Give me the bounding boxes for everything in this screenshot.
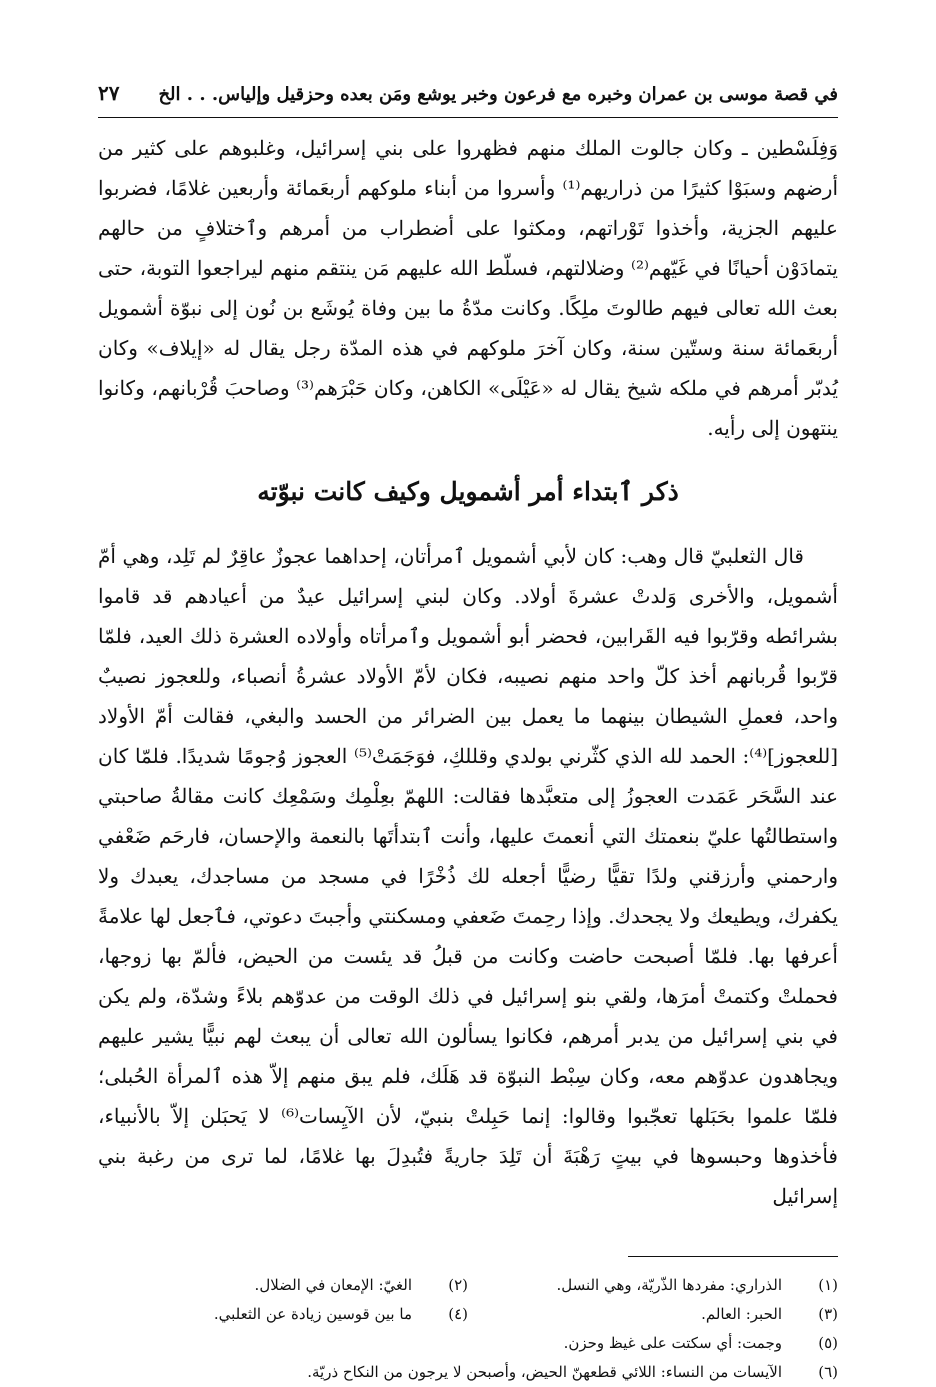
footnote-separator — [628, 1256, 838, 1257]
footnote-number: (٤) — [448, 1305, 468, 1323]
footnote-text: الذراري: مفردها الذّريّة، وهي النسل. — [556, 1276, 782, 1294]
footnote-row — [98, 1358, 838, 1387]
footnotes — [98, 1271, 838, 1387]
footnote-number: (٢) — [448, 1276, 468, 1294]
footnote-3 — [468, 1300, 838, 1329]
footnote-number: (١) — [818, 1276, 838, 1294]
footnote-row — [98, 1271, 838, 1300]
footnote-text: وجمت: أي سكتت على غيظ وحزن. — [563, 1334, 782, 1352]
footnote-number: (٣) — [818, 1305, 838, 1323]
footnote-text: الحبر: العالم. — [701, 1305, 782, 1323]
book-page — [98, 80, 838, 1387]
footnote-row — [98, 1329, 838, 1358]
footnote-number: (٥) — [818, 1334, 838, 1352]
footnote-separator-holder — [98, 1216, 838, 1271]
footnote-row — [98, 1300, 838, 1329]
footnote-number: (٦) — [818, 1363, 838, 1381]
body-paragraph-2: قال الثعلبيّ قال وهب: كان لأبي أشمويل ٱمرأتان، إحداهما عجوزٌ عاقِرٌ لم تَلِد، وهي أمّ أشمويل، والأخرى وَلدتْ عشرةَ أولاد. وكان لبني إسرائيل عيدٌ من أعيادهم قد قاموا بشرائطه وقرّبوا فيه القَرابين، فحضر أبو أشمويل وٱمرأتاه وأولاده العشرة ذلك العيد، فلمّا قرّبوا قُربانهم أخذ كلّ واحد منهم نصيبه، فكان لأمّ الأولاد عشرةُ أنصباء، وللعجوز نصيبٌ واحد، فعملِ الشيطان بينهما ما يعمل بين الضرائر من الحسد والبغي، فقالت أمّ الأولاد [للعجوز]⁽⁴⁾: الحمد لله الذي كثّرني بولدي وقللكِ، فوَجَمَتْ⁽⁵⁾ العجوز وُجومًا شديدًا. فلمّا كان عند السَّحَر عَمَدت العجوزُ إلى متعبَّدها فقالت: اللهمّ بعِلْمِك وسَمْعِك كانت مقالةُ صاحبتي واستطالتُها عليّ بنعمتك التي أنعمتَ عليها، وأنت ٱبتدأتَها بالنعمة والإحسان، فارحَم ضَعْفي وارحمني وأرزقني ولدًا تقيًّا رضيًّا أجعله لك ذُخْرًا في مسجد من مساجدك، يعبدك ولا يكفرك، ويطيعك ولا يجحدك. وإذا رحِمتَ ضَعفي ومسكنتي وأجبتَ دعوتي، فٱجعل لها علامةً أعرفها بها. فلمّا أصبحت حاضت وكانت من قبلُ قد يئست من الحيض، فألمّ بها زوجها، فحملتْ وكتمتْ أمرَها، ولقي بنو إسرائيل في ذلك الوقت من عدوّهم بلاءً وشدّة، ولم يكن في بني إسرائيل من يدبر أمرهم، فكانوا يسألون الله تعالى أن يبعث لهم نبيًّا يشير عليهم ويجاهدون عدوّهم معه، وكان سِبْط النبوّة قد هَلَك، فلم يبق منهم إلاّ هذه ٱلمرأة الحُبلى؛ فلمّا علموا بحَبَلها تعجّبوا وقالوا: إنما حَبِلتْ بنبيّ، لأن الآيِسات⁽⁶⁾ لا يَحبَلن إلاّ بالأنبياء، فأخذوها وحبسوها في بيتٍ رَهْبَةَ أن تَلِدَ جاريةً فتُبدِلَ بها غلامًا، لما ترى من رغبة بني إسرائيل — [98, 544, 838, 1208]
footnote-4 — [98, 1300, 468, 1329]
footnote-text: الغيّ: الإمعان في الضلال. — [254, 1276, 412, 1294]
section-heading: ذكر ٱبتداء أمر أشمويل وكيف كانت نبوّته — [257, 477, 679, 506]
footnote-6 — [98, 1358, 838, 1387]
footnote-5 — [98, 1329, 838, 1358]
body-paragraph-1: وَفِلَسْطين ـ وكان جالوت الملك منهم فظهروا على بني إسرائيل، وغلبوهم على كثير من أرضهم وسبَوْا كثيرًا من ذراريهم⁽¹⁾ وأسروا من أبناء ملوكهم أربعَمائة وأربعين غلامًا، فضربوا عليهم الجزية، وأخذوا تَوْراتهم، ومكثوا على أضطراب من أمرهم وٱختلافٍ من حالهم يتمادَوْن أحيانًا في غَيّهم⁽²⁾ وضلالتهم، فسلّط الله عليهم مَن ينتقم منهم ليراجعوا التوبة، حتى بعث الله تعالى فيهم طالوتَ ملِكًا. وكانت مدّةُ ما بين وفاة يُوشَع بن نُون إلى نبوّة أشمويل أربعَمائة سنة وستّين سنة، وكان آخرَ ملوكهم في هذه المدّة رجل يقال له «إيلاف» وكان يُدبّر أمرهم في ملكه شيخ يقال له «عَيْلَى» الكاهن، وكان حَبْرَهم⁽³⁾ وصاحبَ قُرْبانهم، وكانوا ينتهون إلى رأيه. — [98, 136, 839, 440]
footnote-1 — [468, 1271, 838, 1300]
running-title: في قصة موسى بن عمران وخبره مع فرعون وخبر يوشع ومَن بعده وحزقيل وإلياس. . . الخ — [158, 84, 838, 105]
footnote-2 — [98, 1271, 468, 1300]
page-number: ٢٧ — [98, 81, 120, 105]
footnote-text: ما بين قوسين زيادة عن الثعلبي. — [213, 1305, 412, 1323]
footnote-text: الآيسات من النساء: اللائي قطعهنّ الحيض، وأصبحن لا يرجون من النكاح ذريّة. — [307, 1363, 782, 1381]
running-header — [98, 80, 838, 118]
